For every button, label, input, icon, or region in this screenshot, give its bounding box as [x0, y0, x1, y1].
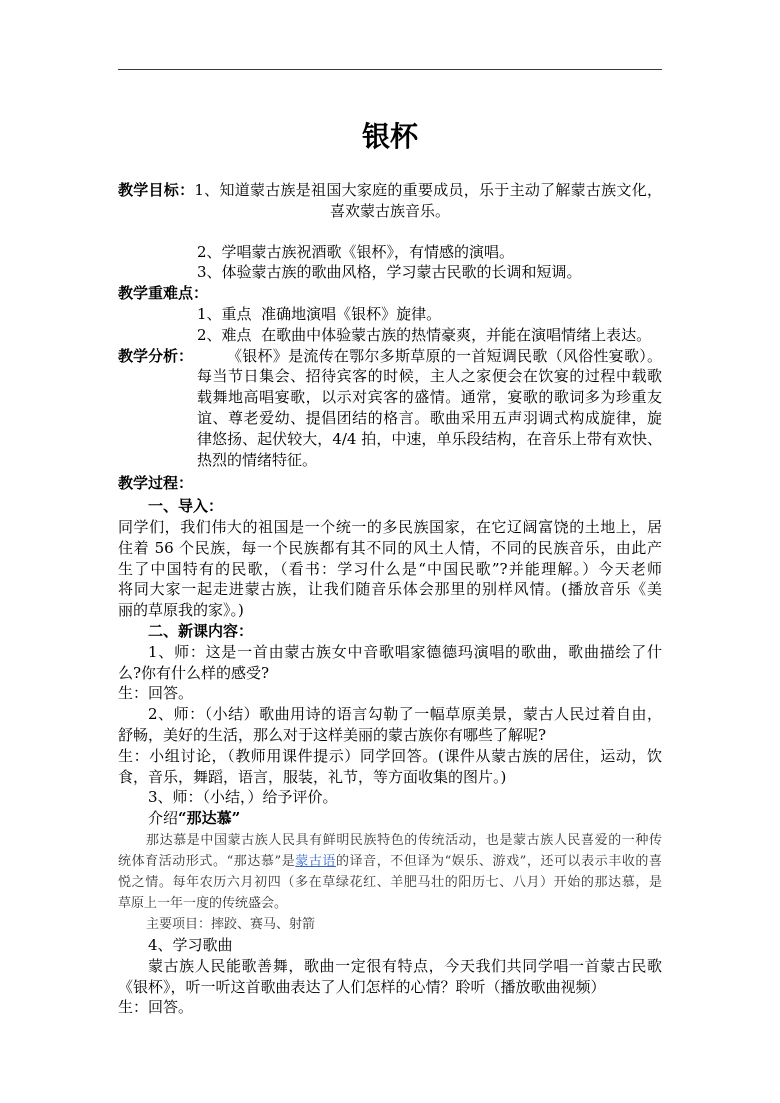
- analysis-section: [118, 346, 662, 471]
- intro-line: 同学们，我们伟大的祖国是一个统一的多民族国家，在它辽阔富饶的土地上，居: [118, 517, 662, 536]
- key-point-2: 2、难点 在歌曲中体验蒙古族的热情豪爽，并能在演唱情绪上表达。: [197, 325, 652, 344]
- naadam-intro-name: “那达慕”: [178, 809, 241, 828]
- objective-2: 2、学唱蒙古族祝酒歌《银杯》，有情感的演唱。: [197, 242, 515, 261]
- naadam-line: 那达慕是中国蒙古族人民具有鲜明民族特色的传统活动，也是蒙古族人民喜爱的一种传: [146, 832, 662, 848]
- step4-answer: 生：回答。: [118, 998, 194, 1017]
- objective-1-text: 1、知道蒙古族是祖国大家庭的重要成员，乐于主动了解蒙古族文化，: [194, 181, 662, 199]
- step2-answer-line: 生：小组讨论，（教师用课件提示）同学回答。(课件从蒙古族的居住，运动，饮: [118, 746, 662, 765]
- mongolian-language-link[interactable]: 蒙古语: [295, 853, 336, 869]
- step1-answer: 生：回答。: [118, 684, 194, 703]
- naadam-intro-line: [118, 808, 662, 829]
- step4-line: 《银杯》，听一听这首歌曲表达了人们怎样的心情？聆听（播放歌曲视频）: [118, 977, 606, 996]
- process-section: [118, 473, 662, 1018]
- naadam-intro-prefix: 介绍: [148, 809, 179, 828]
- analysis-line: 热烈的情绪特征。: [197, 450, 318, 469]
- key-points-label: 教学重难点：: [118, 284, 209, 303]
- analysis-line: 谊、尊老爱幼、提倡团结的格言。歌曲采用五声羽调式构成旋律，旋: [197, 408, 662, 427]
- document-title: 银杯: [361, 120, 418, 153]
- intro-heading-line: [118, 496, 662, 517]
- intro-line: 住着 56 个民族，每一个民族都有其不同的风土人情，不同的民族音乐，由此产: [118, 538, 662, 557]
- naadam-line: [118, 851, 662, 872]
- objective-1-line-1: [118, 180, 662, 201]
- naadam-line: 悦之情。每年农历六月初四（多在草绿花红、羊肥马壮的阳历七、八月）开始的那达慕，是: [118, 874, 662, 890]
- step2-line: 舒畅，美好的生活，那么对于这样美丽的蒙古族你有哪些了解呢?: [118, 725, 547, 744]
- new-content-heading-line: [118, 621, 662, 642]
- step3: 3、师：（小结，）给予评价。: [148, 788, 338, 807]
- analysis-line: 每当节日集会、招待宾客的时候，主人之家便会在饮宴的过程中载歌: [197, 367, 662, 386]
- objectives-label: 教学目标：: [118, 181, 195, 199]
- analysis-line: 《银杯》是流传在鄂尔多斯草原的一首短调民歌（风俗性宴歌）。: [227, 346, 662, 365]
- naadam-description: [118, 830, 662, 935]
- key-points-label-line: [118, 283, 662, 304]
- analysis-label: 教学分析：: [118, 346, 194, 365]
- step4-line: 蒙古族人民能歌善舞，歌曲一定很有特点，今天我们共同学唱一首蒙古民歌: [148, 956, 662, 975]
- intro-line: 生了中国特有的民歌，（看书：学习什么是“中国民歌”?并能理解。）今天老师: [118, 559, 662, 578]
- analysis-body: [197, 346, 662, 471]
- intro-line: 丽的草原我的家》。): [118, 601, 244, 620]
- naadam-events: 主要项目：摔跤、赛马、射箭: [146, 916, 316, 932]
- step1-line: 1、师：这是一首由蒙古族女中音歌唱家德德玛演唱的歌曲，歌曲描绘了什: [148, 642, 662, 661]
- objective-3: 3、体验蒙古族的歌曲风格，学习蒙古民歌的长调和短调。: [197, 263, 582, 282]
- key-point-1: 1、重点 准确地演唱《银杯》旋律。: [197, 304, 442, 323]
- step4-heading: 4、学习歌曲: [148, 935, 233, 954]
- step1-line: 么?你有什么样的感受?: [118, 663, 270, 682]
- intro-heading: 一、导入：: [148, 497, 224, 516]
- intro-line: 将同大家一起走进蒙古族，让我们随音乐体会那里的别样风情。(播放音乐《美: [118, 580, 662, 599]
- naadam-line-text: 的译音，不但译为“娱乐、游戏”，还可以表示丰收的喜: [336, 853, 662, 869]
- spacer: [118, 222, 662, 242]
- step2-answer-line: 食，音乐，舞蹈，语言，服装，礼节，等方面收集的图片。): [118, 767, 507, 786]
- objective-1-line-2: 喜欢蒙古族音乐。: [329, 201, 450, 220]
- process-label-line: [118, 473, 662, 494]
- step2-line: 2、师：（小结）歌曲用诗的语言勾勒了一幅草原美景，蒙古人民过着自由，: [148, 705, 662, 724]
- new-content-heading: 二、新课内容：: [148, 621, 254, 640]
- document-body: [118, 180, 662, 1018]
- naadam-line-text: 统体育活动形式。“那达慕”是: [118, 853, 296, 869]
- analysis-line: 载舞地高唱宴歌，以示对宾客的盛情。通常，宴歌的歌词多为珍重友: [197, 388, 662, 407]
- key-points-section: [118, 283, 662, 345]
- analysis-line: 律悠扬、起伏较大，4/4 拍，中速，单乐段结构，在音乐上带有欢快、: [197, 429, 662, 448]
- process-label: 教学过程：: [118, 474, 194, 493]
- naadam-line: 草原上一年一度的传统盛会。: [118, 895, 288, 911]
- objectives-section: [118, 180, 662, 283]
- header-rule: [118, 69, 662, 70]
